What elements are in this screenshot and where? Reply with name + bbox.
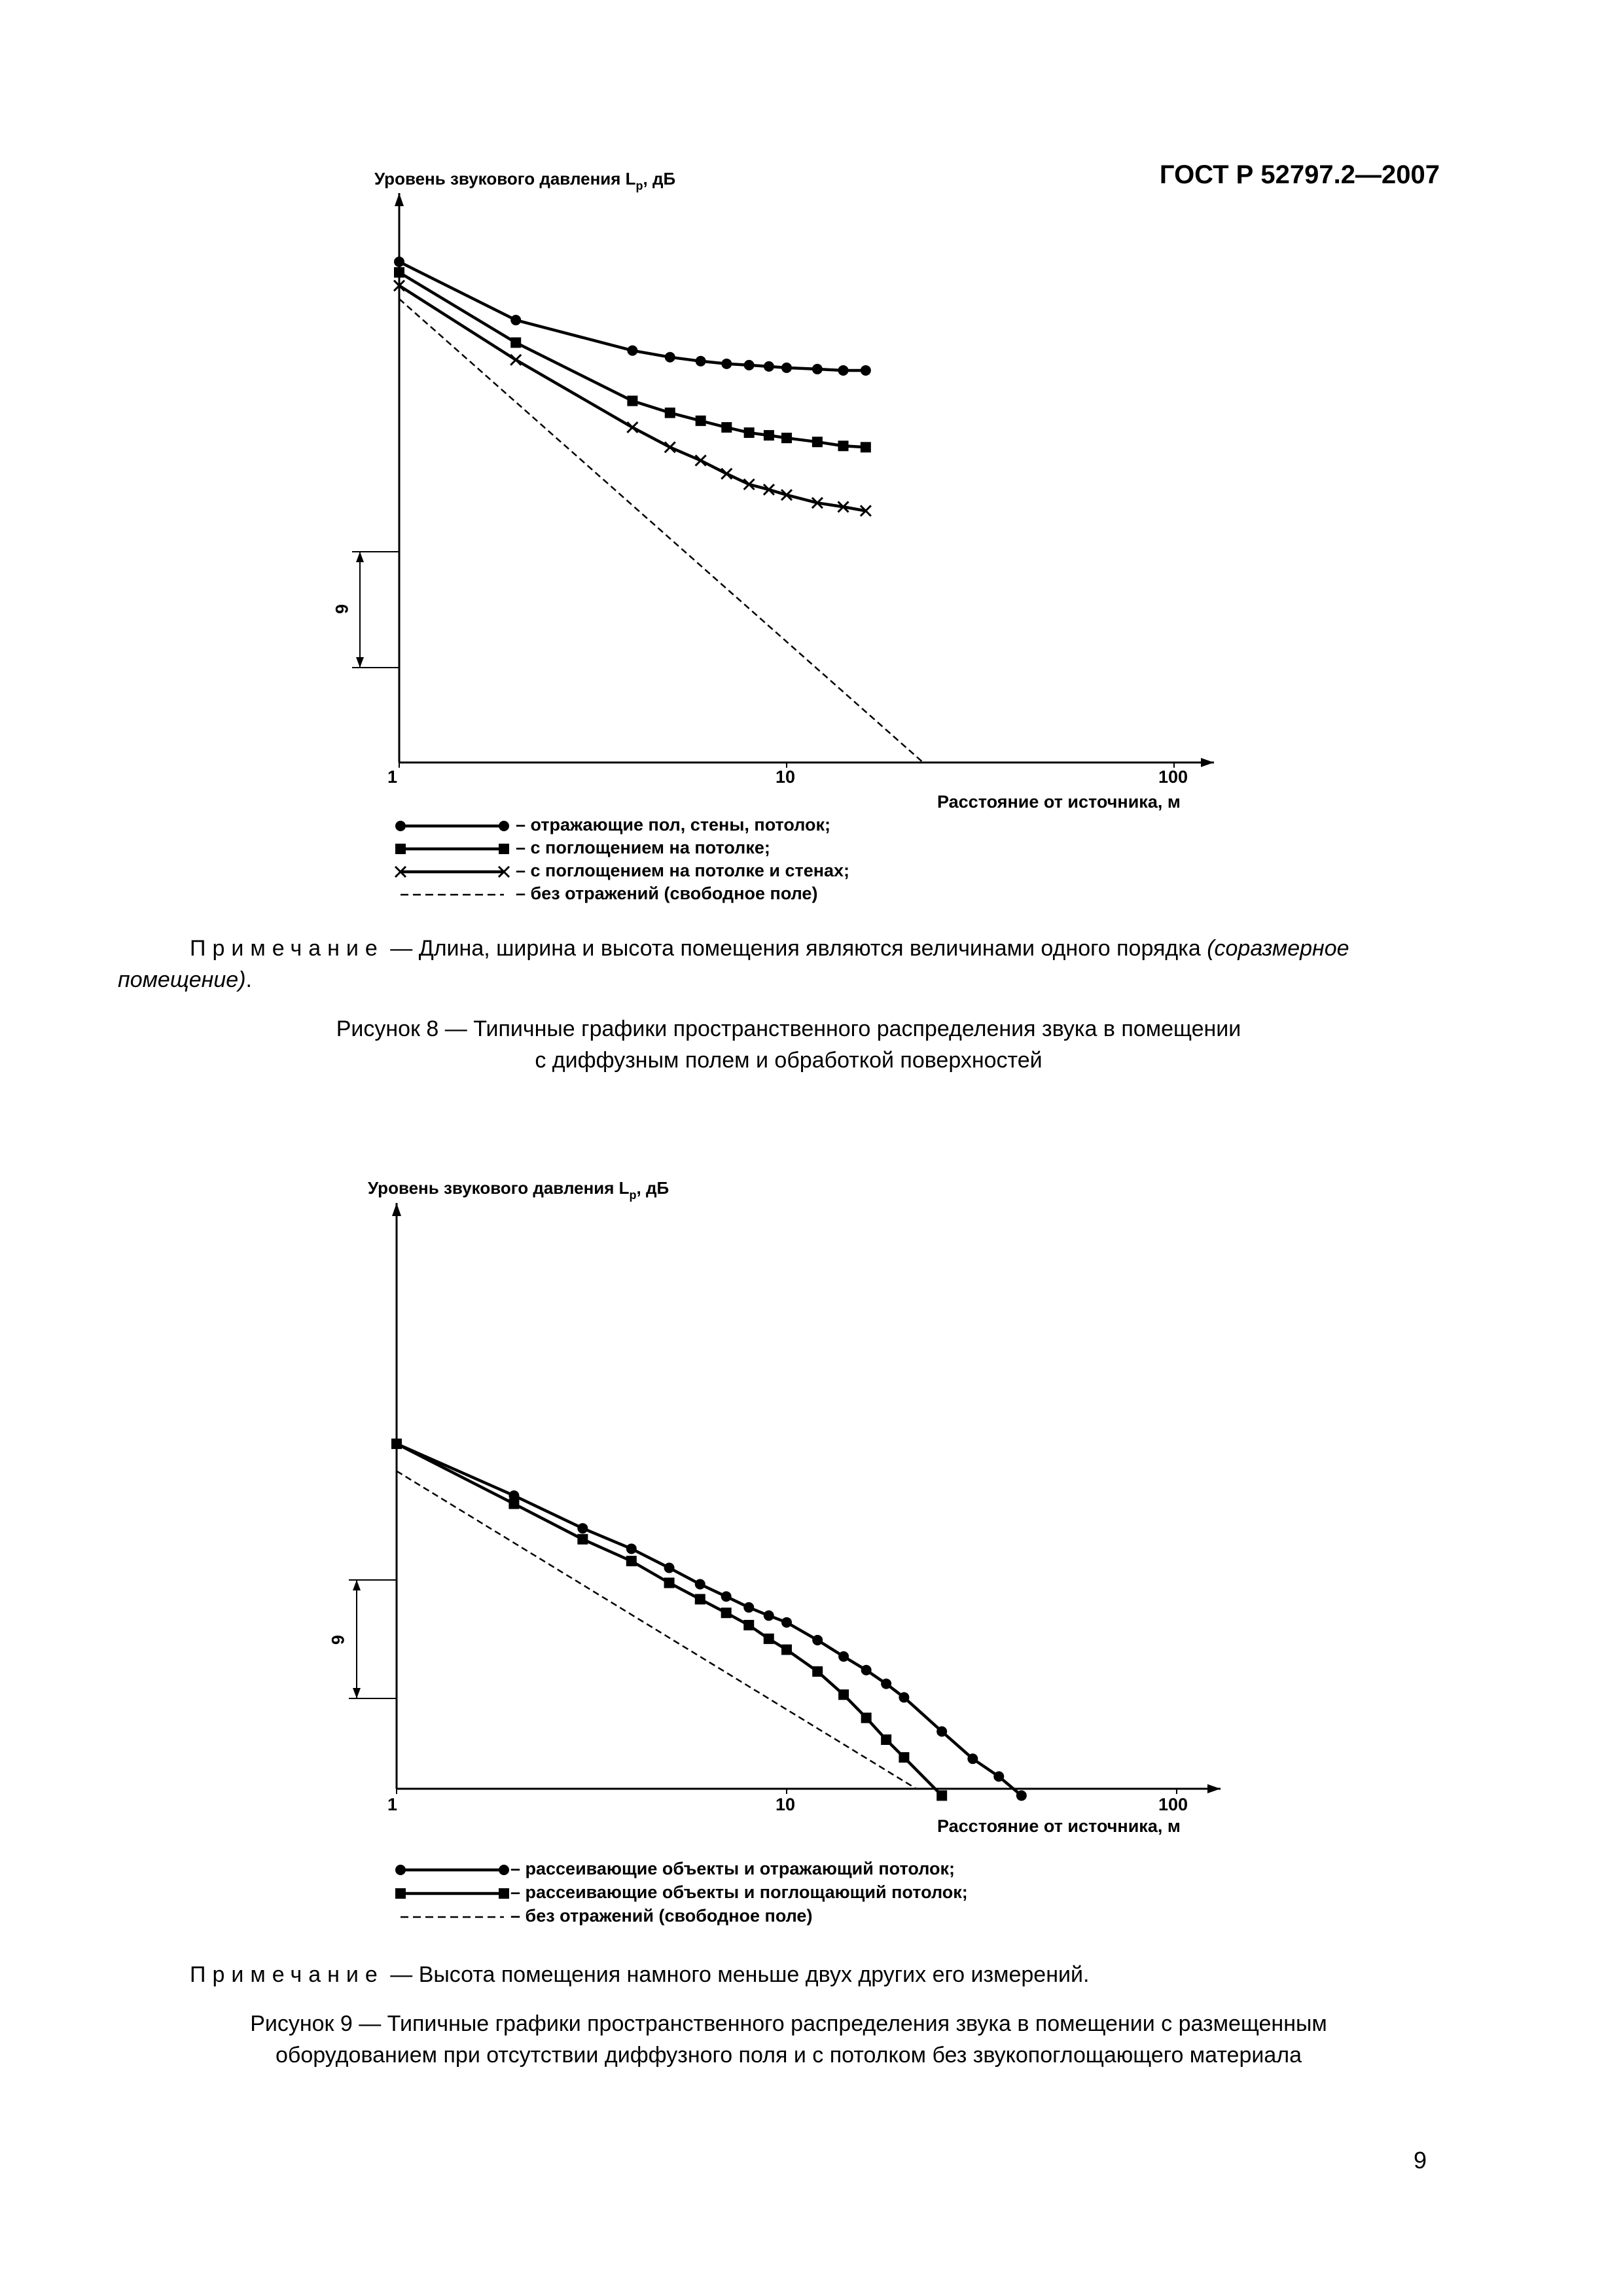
series-0-point xyxy=(577,1523,588,1534)
legend-0-marker-start xyxy=(395,821,406,831)
legend-1-marker-end xyxy=(499,844,509,854)
series-1-point xyxy=(838,1689,849,1700)
series-1-point xyxy=(626,1556,637,1566)
series-1-point xyxy=(861,442,871,452)
fig9-legend-2: – рассеивающие объекты и поглощающий потолок; xyxy=(510,1882,968,1902)
series-1-point xyxy=(394,267,404,278)
series-0-point xyxy=(665,352,675,363)
scale-bar-arrow-down xyxy=(356,657,364,668)
y-axis-arrow xyxy=(392,1203,401,1216)
series-1-point xyxy=(881,1734,891,1745)
page-number: 9 xyxy=(1414,2147,1427,2174)
figure-8-chart xyxy=(352,193,1214,895)
fig9-caption: Рисунок 9 — Типичные графики пространственного распределения звука в помещении с размещенным оборудованием при отсутствии диффузного поля и с потолком без звукопоглощающего материала xyxy=(250,2011,1327,2068)
series-0-point xyxy=(764,361,774,372)
series-1-point xyxy=(665,408,675,418)
document-id: ГОСТ Р 52797.2—2007 xyxy=(1159,160,1440,189)
series-0-point xyxy=(696,356,706,367)
fig9-xlabel: Расстояние от источника, м xyxy=(937,1816,1181,1836)
fig9-legend-1: – рассеивающие объекты и отражающий потолок; xyxy=(510,1859,955,1878)
series-1-point xyxy=(391,1439,402,1449)
series-1-point xyxy=(781,433,792,443)
series-0-point xyxy=(721,359,732,369)
series-0-point xyxy=(764,1610,774,1621)
series-0-point xyxy=(838,1651,849,1662)
fig9-xtick-1: 1 xyxy=(387,1795,398,1814)
series-0-point xyxy=(781,363,792,373)
series-0-point xyxy=(721,1591,732,1602)
series-0-point xyxy=(838,365,849,376)
fig8-xtick-10: 10 xyxy=(776,767,796,787)
legend-0-marker-end xyxy=(499,821,509,831)
series-1-line xyxy=(397,1444,942,1796)
series-0-point xyxy=(967,1753,978,1764)
fig8-scale-mark: 6 xyxy=(332,603,352,615)
series-1-point xyxy=(696,416,706,426)
fig8-legend-2: – с поглощением на потолке; xyxy=(516,838,770,857)
legend-1-marker-start xyxy=(395,1888,406,1899)
fig8-legend-4: – без отражений (свободное поле) xyxy=(516,884,818,903)
series-1-point xyxy=(743,1620,754,1630)
fig9-scale-mark: 6 xyxy=(328,1634,348,1645)
series-0-point xyxy=(899,1692,909,1702)
series-2-point xyxy=(510,355,521,365)
series-0-point xyxy=(936,1727,947,1737)
series-1-point xyxy=(899,1752,909,1763)
series-1-point xyxy=(721,1607,732,1618)
fig9-note: Примечание — Высота помещения намного меньше двух других его измерений. xyxy=(190,1962,1090,1987)
series-0-line xyxy=(397,1444,1022,1796)
series-1-point xyxy=(577,1534,588,1545)
series-0-point xyxy=(627,346,637,356)
legend-1-marker-start xyxy=(395,844,406,854)
series-0-point xyxy=(664,1563,675,1573)
series-0-point xyxy=(695,1579,705,1590)
fig9-xtick-10: 10 xyxy=(776,1795,796,1814)
fig9-ylabel: Уровень звукового давления $L_p$, дБ xyxy=(368,1178,669,1202)
series-1-point xyxy=(838,440,849,451)
legend-1-marker-end xyxy=(499,1888,509,1899)
series-0-point xyxy=(781,1617,792,1628)
series-1-point xyxy=(764,1634,774,1644)
series-1-line xyxy=(399,272,866,447)
series-0-point xyxy=(881,1679,891,1689)
scale-bar-arrow-up xyxy=(356,552,364,562)
series-0-point xyxy=(744,360,755,370)
series-0-point xyxy=(861,365,871,376)
series-0-point xyxy=(626,1543,637,1554)
series-1-point xyxy=(508,1499,519,1509)
series-1-point xyxy=(664,1577,675,1588)
series-0-point xyxy=(812,364,823,374)
series-1-point xyxy=(936,1790,947,1801)
fig9-xtick-100: 100 xyxy=(1158,1795,1188,1814)
series-0-point xyxy=(510,315,521,325)
legend-0-marker-end xyxy=(499,1865,509,1875)
legend-0-marker-start xyxy=(395,1865,406,1875)
series-2-point xyxy=(721,469,732,479)
series-1-point xyxy=(627,396,637,406)
series-0-point xyxy=(1016,1790,1027,1801)
series-1-point xyxy=(764,430,774,440)
fig8-xtick-100: 100 xyxy=(1158,767,1188,787)
series-1-point xyxy=(812,1666,823,1677)
series-1-point xyxy=(744,427,755,438)
x-axis-arrow xyxy=(1207,1784,1221,1793)
fig8-caption: Рисунок 8 — Типичные графики пространственного распределения звука в помещении с диффузным полем и обработкой поверхностей xyxy=(336,1016,1241,1073)
fig8-note: Примечание — Длина, ширина и высота помещения являются величинами одного порядка (соразмерное помещение). xyxy=(118,936,1349,992)
series-0-point xyxy=(861,1665,872,1676)
y-axis-arrow xyxy=(395,193,404,206)
fig8-ylabel: Уровень звукового давления $L_p$, дБ xyxy=(374,169,676,192)
scale-bar-arrow-up xyxy=(353,1580,361,1590)
x-axis-arrow xyxy=(1201,758,1214,767)
series-0-point xyxy=(394,257,404,267)
fig8-xlabel: Расстояние от источника, м xyxy=(937,792,1181,812)
series-1-point xyxy=(861,1713,872,1723)
series-1-point xyxy=(695,1594,705,1604)
series-0-point xyxy=(812,1635,823,1645)
fig8-legend-1: – отражающие пол, стены, потолок; xyxy=(516,815,831,834)
series-2-line xyxy=(397,1471,916,1789)
scale-bar-arrow-down xyxy=(353,1688,361,1698)
fig9-legend-3: – без отражений (свободное поле) xyxy=(510,1906,813,1926)
series-0-point xyxy=(993,1771,1004,1782)
series-0-point xyxy=(743,1602,754,1613)
series-2-point xyxy=(627,422,637,433)
series-1-point xyxy=(812,437,823,447)
fig8-legend-3: – с поглощением на потолке и стенах; xyxy=(516,861,850,880)
series-1-point xyxy=(781,1645,792,1655)
series-1-point xyxy=(510,337,521,348)
fig8-xtick-1: 1 xyxy=(387,767,398,787)
series-1-point xyxy=(721,422,732,433)
